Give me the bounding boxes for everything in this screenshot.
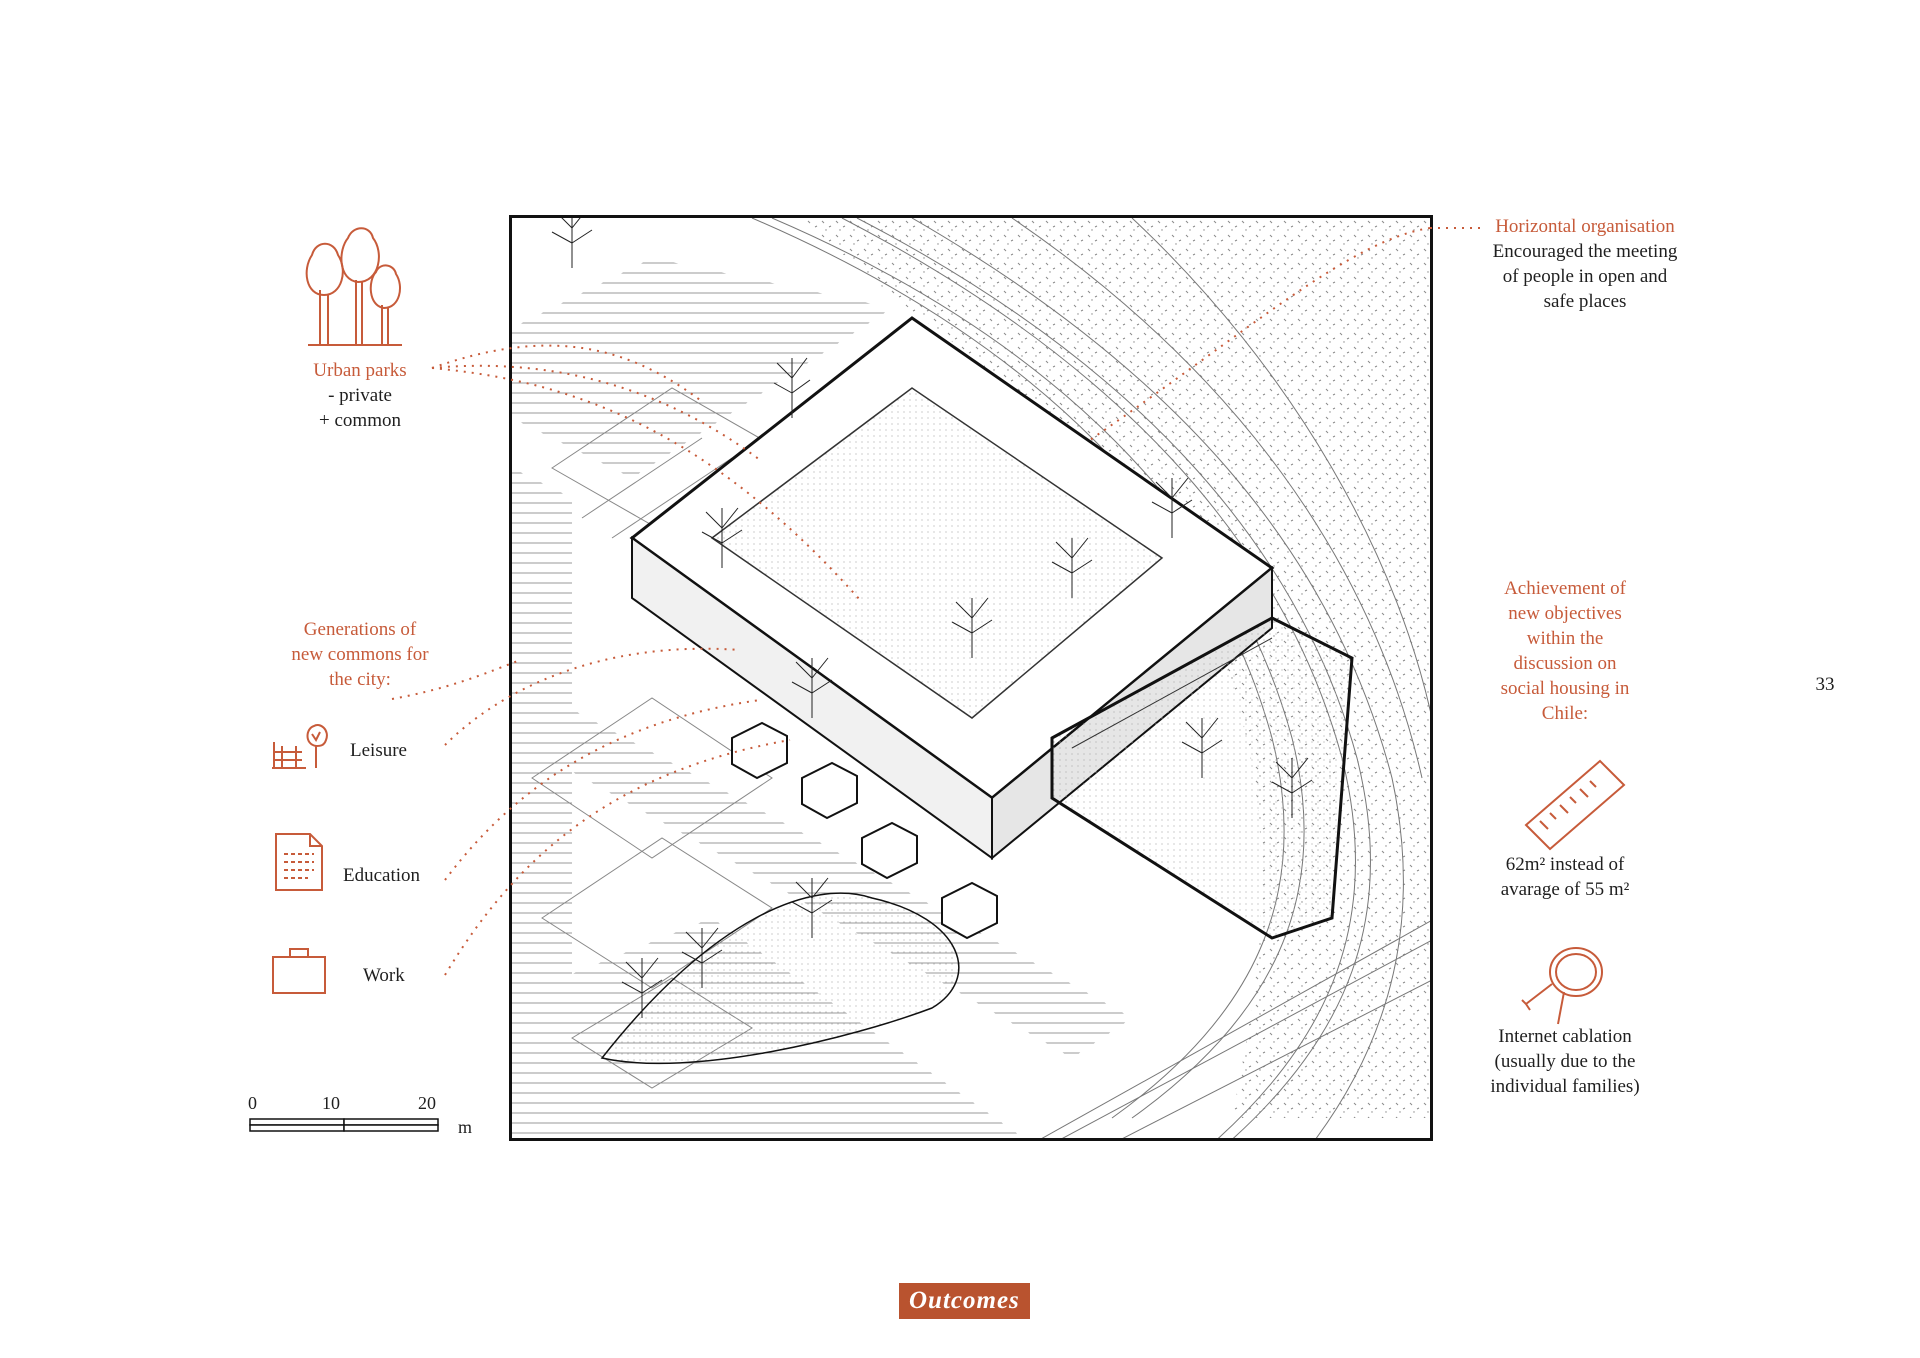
- cable-icon: [1518, 940, 1612, 1030]
- horizontal-line: of people in open and: [1502, 266, 1668, 287]
- scale-tick-10: 10: [322, 1093, 340, 1113]
- achievement-line: Chile:: [1541, 703, 1589, 724]
- internet-note: [1470, 1024, 1660, 1099]
- internet-line: Internet cablation: [1498, 1026, 1632, 1047]
- commons-title-line: the city:: [329, 669, 391, 690]
- urban-parks-line1: - private: [328, 385, 392, 406]
- achievement-line: new objectives: [1508, 603, 1622, 624]
- horizontal-line: safe places: [1543, 291, 1627, 312]
- commons-title-line: new commons for: [291, 644, 429, 665]
- area-line1: 62m² instead of: [1505, 854, 1625, 875]
- achievement-line: Achievement of: [1504, 578, 1626, 599]
- leisure-label: Leisure: [350, 740, 407, 761]
- horizontal-organisation-title: Horizontal organisation: [1495, 216, 1675, 237]
- achievement-title: [1480, 576, 1650, 726]
- internet-line: individual families): [1490, 1076, 1640, 1097]
- urban-parks-line2: + common: [319, 410, 401, 431]
- achievement-line: within the: [1526, 628, 1604, 649]
- scale-tick-20: 20: [418, 1093, 436, 1113]
- horizontal-organisation-note: [1470, 214, 1700, 314]
- internet-line: (usually due to the: [1494, 1051, 1636, 1072]
- section-badge: Outcomes: [899, 1283, 1030, 1319]
- scale-tick-0: 0: [248, 1093, 257, 1113]
- page-number: 33: [1815, 674, 1835, 695]
- scale-unit: m: [458, 1117, 473, 1137]
- commons-title-line: Generations of: [303, 619, 417, 640]
- work-label: Work: [363, 965, 405, 986]
- area-note: [1480, 852, 1650, 902]
- achievement-line: social housing in: [1500, 678, 1630, 699]
- education-label: Education: [343, 865, 421, 886]
- achievement-line: discussion on: [1513, 653, 1617, 674]
- area-line2: avarage of 55 m²: [1500, 879, 1630, 900]
- horizontal-line: Encouraged the meeting: [1492, 241, 1678, 262]
- ruler-icon: [1520, 755, 1630, 855]
- urban-parks-title: Urban parks: [313, 360, 407, 381]
